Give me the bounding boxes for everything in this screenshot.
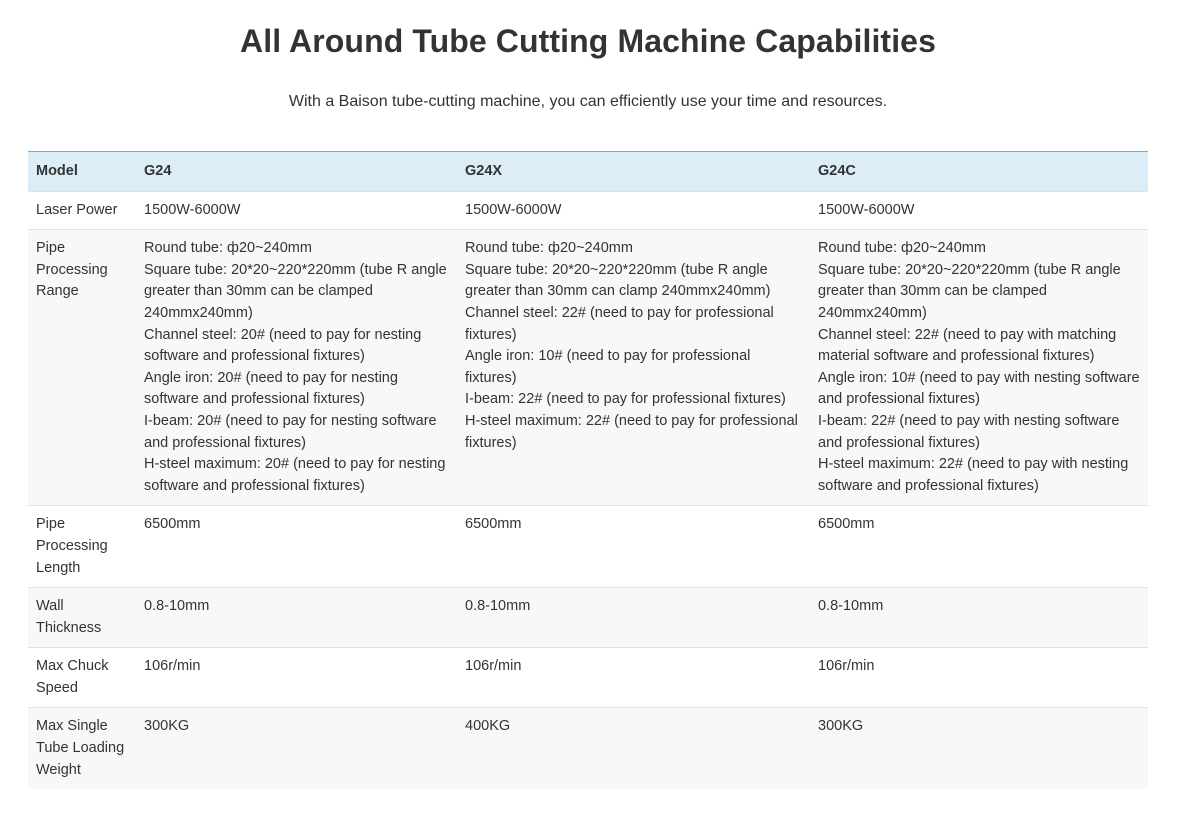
cell-line: Square tube: 20*20~220*220mm (tube R angle greater than 30mm can be clamped 240mmx240mm) bbox=[144, 261, 447, 321]
cell-line: 106r/min bbox=[818, 658, 875, 675]
capabilities-table bbox=[28, 151, 1148, 789]
table-cell bbox=[457, 506, 810, 588]
cell-line: Channel steel: 20# (need to pay for nesting software and professional fixtures) bbox=[144, 326, 422, 365]
cell-line: H-steel maximum: 22# (need to pay with nesting software and professional fixtures) bbox=[818, 456, 1129, 494]
table-row bbox=[28, 191, 1148, 230]
table-cell bbox=[136, 230, 457, 506]
table-cell bbox=[136, 588, 457, 648]
table-cell bbox=[810, 191, 1148, 230]
cell-line: Square tube: 20*20~220*220mm (tube R angle greater than 30mm can clamp 240mmx240mm) bbox=[465, 261, 771, 300]
cell-line: 106r/min bbox=[465, 658, 522, 675]
table-cell bbox=[810, 708, 1148, 789]
cell-line: Square tube: 20*20~220*220mm (tube R angle greater than 30mm can be clamped 240mmx240mm) bbox=[818, 261, 1121, 321]
cell-line: I-beam: 22# (need to pay with nesting software and professional fixtures) bbox=[818, 412, 1120, 451]
row-label: Max Single Tube Loading Weight bbox=[36, 718, 125, 778]
table-cell bbox=[457, 588, 810, 648]
cell-line: 106r/min bbox=[144, 658, 201, 675]
cell-line: Channel steel: 22# (need to pay for professional fixtures) bbox=[465, 304, 774, 343]
table-cell bbox=[810, 506, 1148, 588]
table-row bbox=[28, 648, 1148, 708]
cell-line: 6500mm bbox=[818, 516, 875, 533]
cell-line: I-beam: 20# (need to pay for nesting software and professional fixtures) bbox=[144, 412, 437, 451]
table-cell bbox=[136, 506, 457, 588]
table-row bbox=[28, 506, 1148, 588]
cell-line: 300KG bbox=[818, 718, 864, 735]
table-cell bbox=[136, 191, 457, 230]
cell-line: Round tube: ф20~240mm bbox=[465, 240, 633, 257]
cell-line: Round tube: ф20~240mm bbox=[144, 240, 312, 257]
cell-line: 0.8-10mm bbox=[144, 598, 210, 615]
cell-line: Angle iron: 20# (need to pay for nesting software and professional fixtures) bbox=[144, 369, 398, 408]
cell-line: Angle iron: 10# (need to pay for professional fixtures) bbox=[465, 348, 751, 386]
table-cell bbox=[810, 230, 1148, 506]
table-row bbox=[28, 588, 1148, 648]
cell-line: Angle iron: 10# (need to pay with nesting software and professional fixtures) bbox=[818, 369, 1140, 408]
header-g24c: G24C bbox=[818, 163, 856, 179]
table-row bbox=[28, 230, 1148, 506]
row-label: Pipe Processing Range bbox=[36, 240, 108, 300]
table-cell bbox=[457, 708, 810, 789]
header-row bbox=[28, 152, 1148, 192]
table-row bbox=[28, 708, 1148, 789]
row-label: Max Chuck Speed bbox=[36, 658, 109, 696]
cell-line: Channel steel: 22# (need to pay with matching material software and professional fixtures) bbox=[818, 326, 1117, 365]
page-title: All Around Tube Cutting Machine Capabilities bbox=[240, 23, 936, 59]
cell-line: 300KG bbox=[144, 718, 190, 735]
cell-line: 400KG bbox=[465, 718, 511, 735]
cell-line: H-steel maximum: 20# (need to pay for nesting software and professional fixtures) bbox=[144, 456, 446, 494]
cell-line: 1500W-6000W bbox=[144, 201, 241, 218]
header-model: Model bbox=[36, 163, 78, 179]
table-cell bbox=[457, 648, 810, 708]
page-subtitle: With a Baison tube-cutting machine, you can efficiently use your time and resources. bbox=[288, 93, 888, 110]
table-cell bbox=[457, 230, 810, 506]
cell-line: 0.8-10mm bbox=[818, 598, 884, 615]
table-header bbox=[28, 152, 1148, 192]
cell-line: 6500mm bbox=[144, 516, 201, 533]
header-g24x: G24X bbox=[465, 163, 503, 179]
table-cell bbox=[136, 648, 457, 708]
row-label: Wall Thickness bbox=[36, 598, 102, 636]
table-cell bbox=[136, 708, 457, 789]
table-body bbox=[28, 191, 1148, 789]
cell-line: 0.8-10mm bbox=[465, 598, 531, 615]
table-cell bbox=[457, 191, 810, 230]
row-label: Pipe Processing Length bbox=[36, 516, 108, 576]
table-cell bbox=[810, 588, 1148, 648]
cell-line: I-beam: 22# (need to pay for professional fixtures) bbox=[465, 391, 786, 408]
cell-line: H-steel maximum: 22# (need to pay for professional fixtures) bbox=[465, 412, 798, 451]
header-g24: G24 bbox=[144, 163, 172, 179]
cell-line: 1500W-6000W bbox=[818, 201, 915, 218]
cell-line: 1500W-6000W bbox=[465, 201, 562, 218]
cell-line: 6500mm bbox=[465, 516, 522, 533]
table-cell bbox=[810, 648, 1148, 708]
row-label: Laser Power bbox=[36, 201, 118, 218]
cell-line: Round tube: ф20~240mm bbox=[818, 240, 986, 257]
